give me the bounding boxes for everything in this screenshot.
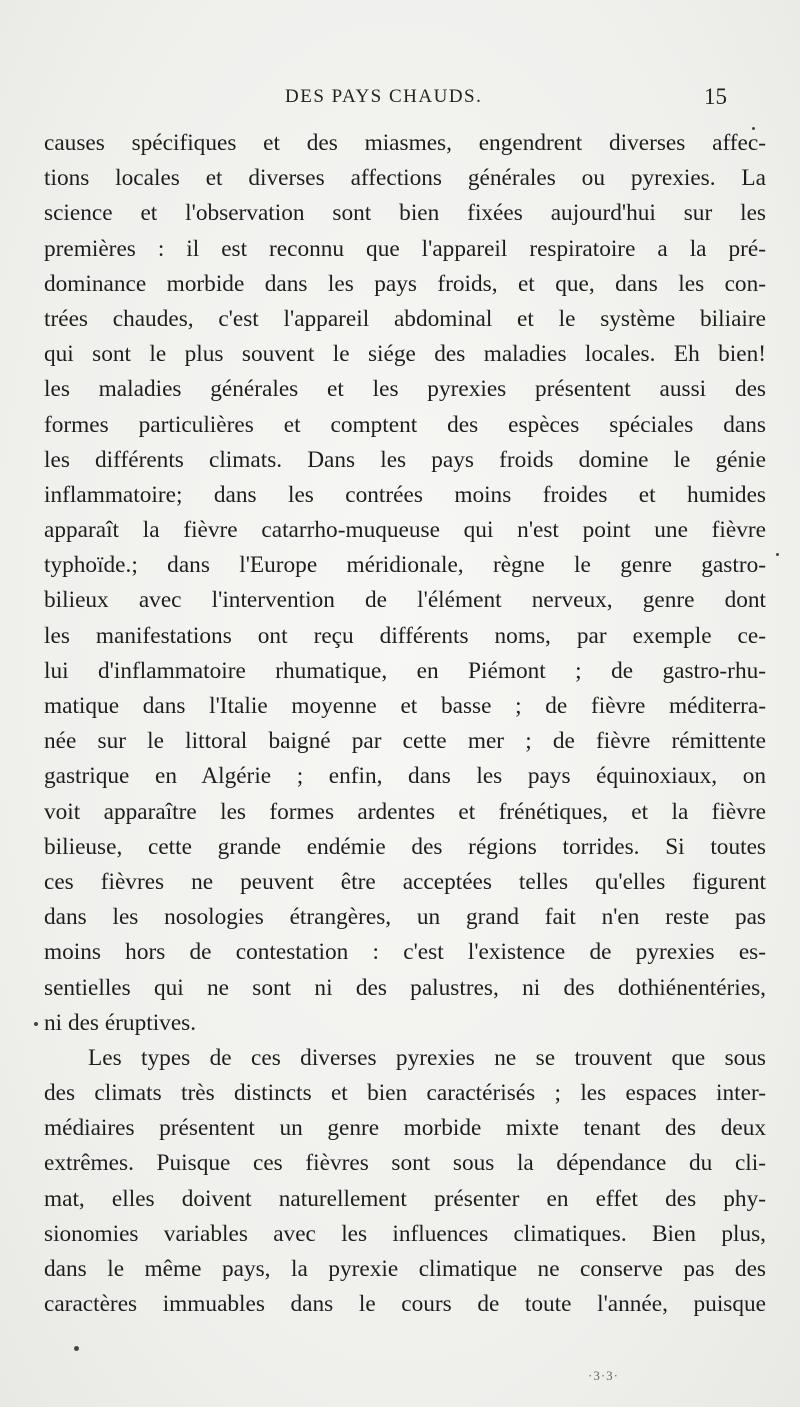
text-line: ces fièvres ne peuvent être acceptées telles qu'elles figurent <box>44 868 766 895</box>
text-line: voit apparaître les formes ardentes et frénétiques, et la fièvre <box>44 798 766 825</box>
text-line: les manifestations ont reçu différents noms, par exemple ce- <box>44 622 766 649</box>
text-line: les maladies générales et les pyrexies présentent aussi des <box>44 376 766 403</box>
text-line: Les types de ces diverses pyrexies ne se trouvent que sous <box>88 1044 766 1071</box>
text-line: médiaires présentent un genre morbide mixte tenant des deux <box>44 1115 766 1142</box>
running-head <box>0 86 800 116</box>
text-line: dominance morbide dans les pays froids, et que, dans les con- <box>44 270 766 297</box>
ink-speck <box>74 1346 79 1351</box>
text-line: tions locales et diverses affections générales ou pyrexies. La <box>44 165 766 192</box>
printer-mark: ·3·3· <box>588 1368 619 1383</box>
text-line: ni des éruptives. <box>44 1009 197 1036</box>
page-number: 15 <box>704 84 727 109</box>
body-text <box>44 126 766 1322</box>
text-line: dans le même pays, la pyrexie climatique ne conserve pas des <box>44 1256 766 1282</box>
text-line: caractères immuables dans le cours de toute l'année, puisque <box>44 1291 766 1318</box>
text-line: des climats très distincts et bien caractérisés ; les espaces inter- <box>44 1080 766 1107</box>
text-line: née sur le littoral baigné par cette mer ; de fièvre rémittente <box>44 728 766 755</box>
text-line: bilieux avec l'intervention de l'élément nerveux, genre dont <box>44 587 766 614</box>
ink-speck <box>34 1022 38 1026</box>
text-line: les différents climats. Dans les pays froids domine le génie <box>44 446 766 473</box>
text-line: causes spécifiques et des miasmes, engendrent diverses affec- <box>44 130 766 156</box>
text-line: dans les nosologies étrangères, un grand fait n'en reste pas <box>44 904 766 931</box>
text-line: sionomies variables avec les influences climatiques. Bien plus, <box>44 1220 766 1247</box>
text-line: moins hors de contestation : c'est l'existence de pyrexies es- <box>44 939 766 966</box>
text-line: mat, elles doivent naturellement présenter en effet des phy- <box>44 1185 766 1212</box>
text-line: apparaît la fièvre catarrho-muqueuse qui n'est point une fièvre <box>44 517 766 544</box>
text-line: sentielles qui ne sont ni des palustres, ni des dothiénentéries, <box>44 974 766 1001</box>
ink-speck <box>752 127 755 130</box>
text-line: inflammatoire; dans les contrées moins froides et humides <box>44 481 766 508</box>
text-line: extrêmes. Puisque ces fièvres sont sous la dépendance du cli- <box>44 1150 766 1177</box>
text-line: trées chaudes, c'est l'appareil abdominal et le système biliaire <box>44 305 766 332</box>
text-line: typhoïde.; dans l'Europe méridionale, règne le genre gastro- <box>44 552 766 579</box>
text-line: premières : il est reconnu que l'appareil respiratoire a la pré- <box>44 235 766 262</box>
text-line: matique dans l'Italie moyenne et basse ; de fièvre méditerra- <box>44 693 766 719</box>
text-line: qui sont le plus souvent le siége des maladies locales. Eh bien! <box>44 341 766 368</box>
text-line: gastrique en Algérie ; enfin, dans les pays équinoxiaux, on <box>44 763 766 790</box>
text-line: bilieuse, cette grande endémie des régions torrides. Si toutes <box>44 833 766 860</box>
ink-speck <box>776 553 779 556</box>
text-line: science et l'observation sont bien fixées aujourd'hui sur les <box>44 200 766 227</box>
text-line: lui d'inflammatoire rhumatique, en Piémont ; de gastro-rhu- <box>44 657 766 684</box>
running-head-title: DES PAYS CHAUDS. <box>285 86 483 107</box>
text-line: formes particulières et comptent des espèces spéciales dans <box>44 411 766 438</box>
